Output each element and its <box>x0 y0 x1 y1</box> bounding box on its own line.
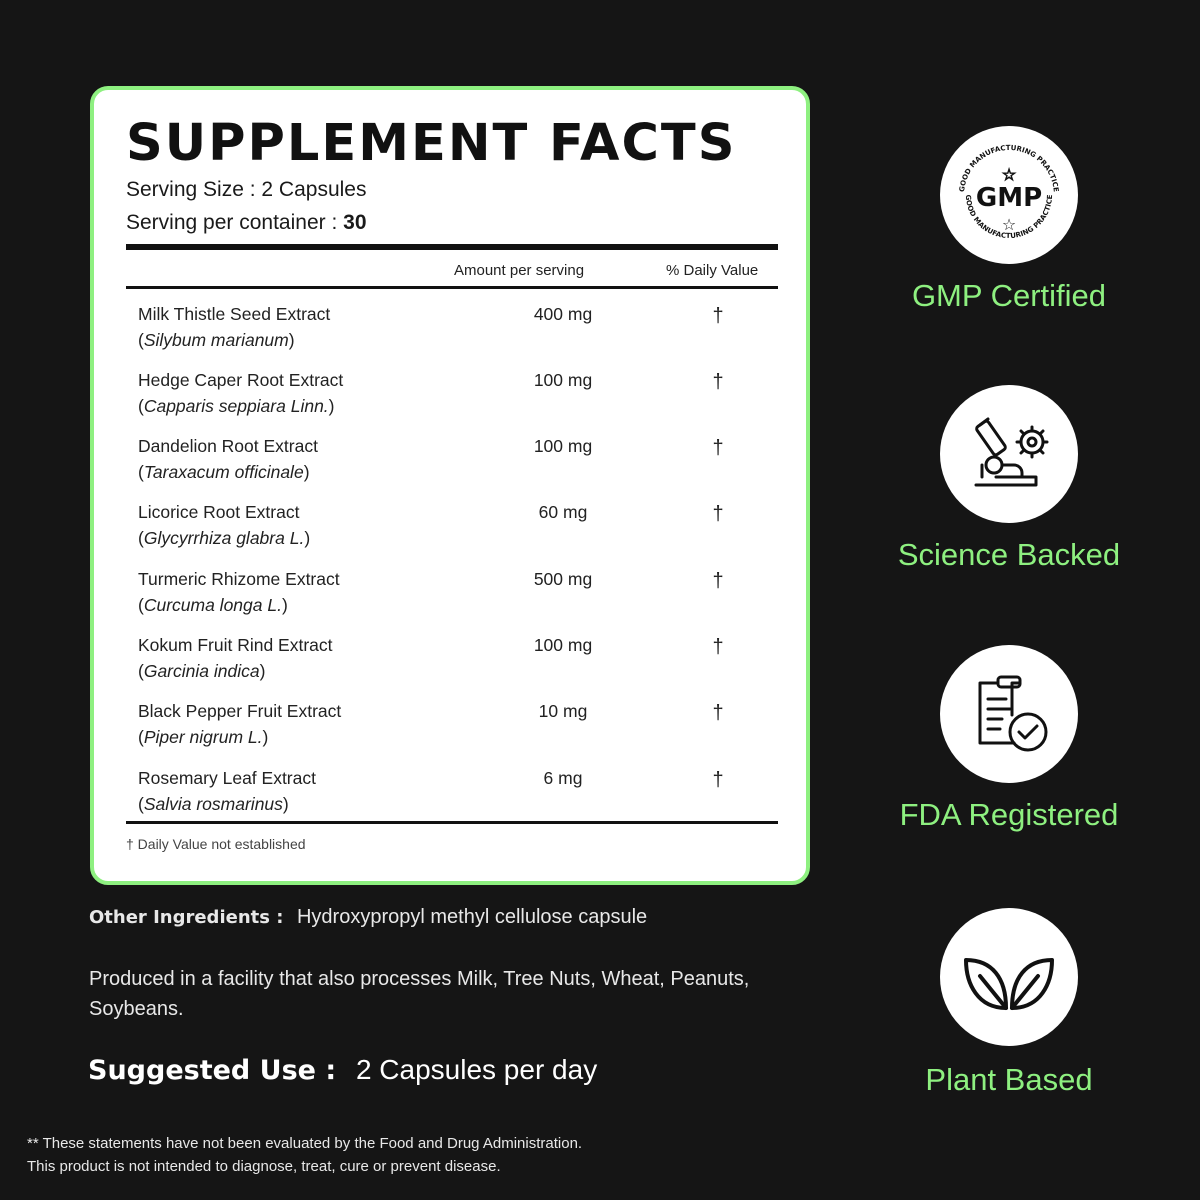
servings-per-container <box>126 211 367 235</box>
column-header-rule <box>126 286 778 289</box>
servings-value: 30 <box>343 211 367 234</box>
supplement-facts-panel <box>90 86 810 885</box>
gmp-ring-text-top: GOOD MANUFACTURING PRACTICE <box>958 143 1060 193</box>
fda-badge <box>940 645 1078 783</box>
column-header-amount: Amount per serving <box>454 262 585 279</box>
ingredient-row <box>138 698 778 764</box>
ingredient-amount: 400 mg <box>533 304 593 324</box>
gmp-badge <box>940 126 1078 264</box>
ingredient-scientific-name: (Piper nigrum L.) <box>138 727 269 747</box>
ingredient-name: Black Pepper Fruit Extract <box>138 701 342 721</box>
serving-size-value: 2 Capsules <box>261 178 367 201</box>
ingredient-amount: 6 mg <box>543 768 583 788</box>
ingredient-scientific-name: (Capparis seppiara Linn.) <box>138 396 335 416</box>
svg-text:☆: ☆ <box>1001 165 1017 184</box>
ingredient-row <box>138 499 778 565</box>
leaf-icon <box>940 908 1078 1046</box>
ingredient-row <box>138 433 778 499</box>
ingredient-scientific-name: (Taraxacum officinale) <box>138 462 310 482</box>
ingredient-daily-value: † <box>712 503 724 525</box>
ingredient-amount: 100 mg <box>533 436 593 456</box>
ingredient-amount: 100 mg <box>533 635 593 655</box>
plant-badge <box>940 908 1078 1046</box>
ingredient-daily-value: † <box>712 305 724 327</box>
ingredient-scientific-name: (Curcuma longa L.) <box>138 595 288 615</box>
serving-size-label: Serving Size : <box>126 178 256 201</box>
ingredient-amount: 500 mg <box>533 569 593 589</box>
badge-label-plant: Plant Based <box>925 1062 1093 1097</box>
table-bottom-rule <box>126 821 778 824</box>
fda-disclaimer-line-2: This product is not intended to diagnose, treat, cure or prevent disease. <box>27 1158 501 1175</box>
ingredient-daily-value: † <box>712 371 724 393</box>
serving-size <box>126 178 366 202</box>
other-ingredients-value: Hydroxypropyl methyl cellulose capsule <box>296 906 648 928</box>
servings-label: Serving per container : <box>126 211 338 234</box>
ingredient-scientific-name: (Garcinia indica) <box>138 661 266 681</box>
ingredient-row <box>138 301 778 367</box>
badge-label-fda: FDA Registered <box>899 797 1119 832</box>
ingredient-scientific-name: (Salvia rosmarinus) <box>138 794 289 814</box>
ingredient-daily-value: † <box>712 636 724 658</box>
badge-label-science: Science Backed <box>897 537 1121 572</box>
ingredient-daily-value: † <box>712 437 724 459</box>
allergen-facility-note: Produced in a facility that also processes Milk, Tree Nuts, Wheat, Peanuts, Soybeans. <box>89 968 750 1020</box>
ingredient-row <box>138 632 778 698</box>
gmp-ring-text-bottom: GOOD MANUFACTURING PRACTICE <box>963 194 1055 241</box>
other-ingredients-label: Other Ingredients : <box>89 907 284 928</box>
suggested-use <box>88 1054 597 1086</box>
gmp-seal-icon <box>940 126 1078 264</box>
ingredient-daily-value: † <box>712 769 724 791</box>
ingredient-name: Rosemary Leaf Extract <box>138 768 316 788</box>
ingredient-name: Turmeric Rhizome Extract <box>138 569 340 589</box>
clipboard-check-icon <box>940 645 1078 783</box>
fda-disclaimer-line-1: ** These statements have not been evaluated by the Food and Drug Administration. <box>27 1135 583 1152</box>
suggested-use-label: Suggested Use : <box>88 1055 337 1086</box>
ingredient-amount: 100 mg <box>533 370 593 390</box>
badge-label-gmp: GMP Certified <box>911 278 1107 313</box>
ingredient-scientific-name: (Glycyrrhiza glabra L.) <box>138 528 311 548</box>
daily-value-footnote: † Daily Value not established <box>126 836 306 852</box>
ingredient-daily-value: † <box>712 570 724 592</box>
header-rule <box>126 244 778 250</box>
microscope-icon <box>940 385 1078 523</box>
ingredient-name: Milk Thistle Seed Extract <box>138 304 331 324</box>
ingredient-amount: 10 mg <box>538 701 588 721</box>
ingredient-name: Licorice Root Extract <box>138 502 300 522</box>
ingredient-name: Dandelion Root Extract <box>138 436 318 456</box>
gmp-seal-text: GMP <box>975 183 1043 213</box>
ingredient-row <box>138 367 778 433</box>
science-badge <box>940 385 1078 523</box>
other-ingredients <box>89 906 647 929</box>
ingredient-daily-value: † <box>712 702 724 724</box>
svg-text:☆: ☆ <box>1001 215 1017 234</box>
column-header-daily-value: % Daily Value <box>666 262 759 279</box>
ingredient-name: Kokum Fruit Rind Extract <box>138 635 333 655</box>
ingredient-row <box>138 566 778 632</box>
ingredient-name: Hedge Caper Root Extract <box>138 370 344 390</box>
ingredient-amount: 60 mg <box>538 502 588 522</box>
suggested-use-value: 2 Capsules per day <box>355 1054 598 1085</box>
facts-title: SUPPLEMENT FACTS <box>126 114 737 173</box>
ingredient-scientific-name: (Silybum marianum) <box>138 330 295 350</box>
